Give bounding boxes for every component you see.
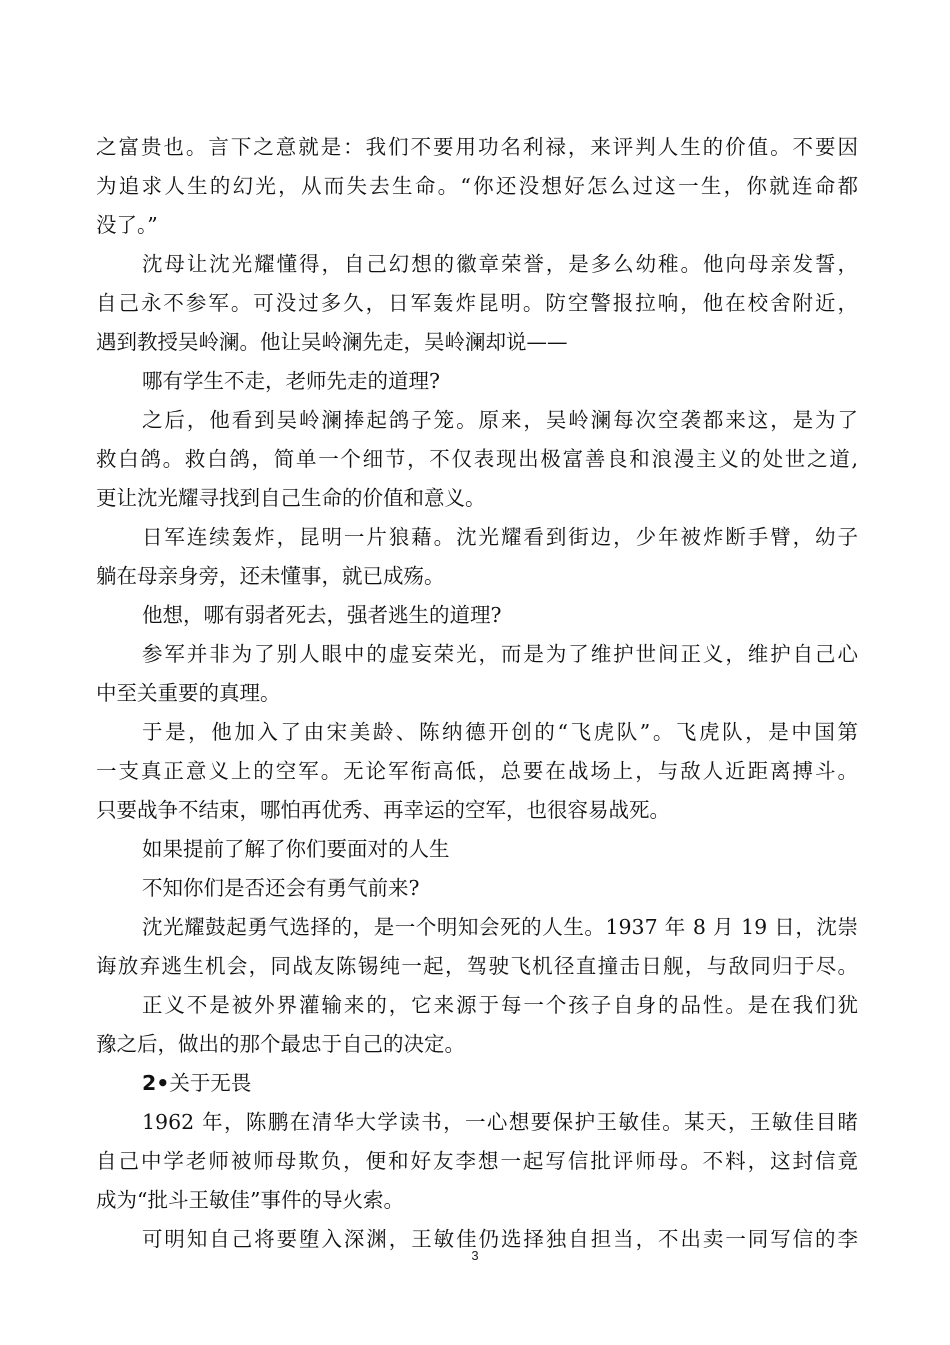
paragraph-line: 中至关重要的真理。 <box>96 681 281 705</box>
paragraph-line: 遇到教授吴岭澜。他让吴岭澜先走，吴岭澜却说—— <box>96 330 568 354</box>
paragraph-line: 只要战争不结束，哪怕再优秀、再幸运的空军，也很容易战死。 <box>96 798 670 822</box>
section-number: 2• <box>142 1071 170 1095</box>
paragraph-line: 一支真正意义上的空军。无论军衔高低，总要在战场上，与敌人近距离搏斗。 <box>96 759 858 783</box>
section-title: 关于无畏 <box>169 1071 252 1095</box>
paragraph-line: 更让沈光耀寻找到自己生命的价值和意义。 <box>96 486 486 510</box>
paragraph-line: 如果提前了解了你们要面对的人生 <box>142 837 450 861</box>
paragraph-line: 自己永不参军。可没过多久，日军轰炸昆明。防空警报拉响，他在校舍附近， <box>96 291 858 315</box>
paragraph-line: 他想，哪有弱者死去，强者逃生的道理? <box>142 603 502 627</box>
paragraph-line: 沈光耀鼓起勇气选择的，是一个明知会死的人生。1937 年 8 月 19 日，沈崇 <box>142 915 858 939</box>
paragraph-line: 没了。” <box>96 213 158 237</box>
paragraph-line: 正义不是被外界灌输来的，它来源于每一个孩子自身的品性。是在我们犹 <box>142 993 858 1017</box>
paragraph-line: 沈母让沈光耀懂得，自己幻想的徽章荣誉，是多么幼稚。他向母亲发誓， <box>142 252 858 276</box>
paragraph-line: 日军连续轰炸，昆明一片狼藉。沈光耀看到街边，少年被炸断手臂，幼子 <box>142 525 858 549</box>
paragraph-line: 于是，他加入了由宋美龄、陈纳德开创的“飞虎队”。飞虎队，是中国第 <box>142 720 858 744</box>
paragraph-line: 可明知自己将要堕入深渊，王敏佳仍选择独自担当，不出卖一同写信的李 <box>142 1227 858 1251</box>
paragraph-line: 躺在母亲身旁，还未懂事，就已成殇。 <box>96 564 445 588</box>
paragraph-line: 之后，他看到吴岭澜捧起鸽子笼。原来，吴岭澜每次空袭都来这，是为了 <box>142 408 858 432</box>
paragraph-line: 哪有学生不走，老师先走的道理? <box>142 369 440 393</box>
paragraph-line: 成为“批斗王敏佳”事件的导火索。 <box>96 1188 404 1212</box>
paragraph-line: 自己中学老师被师母欺负，便和好友李想一起写信批评师母。不料，这封信竟 <box>96 1149 858 1173</box>
paragraph-line: 豫之后，做出的那个最忠于自己的决定。 <box>96 1032 465 1056</box>
paragraph-line: 为追求人生的幻光，从而失去生命。“你还没想好怎么过这一生，你就连命都 <box>96 174 858 198</box>
page-number: 3 <box>471 1248 479 1263</box>
paragraph-line: 参军并非为了别人眼中的虚妄荣光，而是为了维护世间正义，维护自己心 <box>142 642 858 666</box>
paragraph-line: 救白鸽。救白鸽，简单一个细节，不仅表现出极富善良和浪漫主义的处世之道, <box>96 447 858 471</box>
paragraph-line: 之富贵也。言下之意就是：我们不要用功名利禄，来评判人生的价值。不要因 <box>96 135 858 159</box>
paragraph-line: 诲放弃逃生机会，同战友陈锡纯一起，驾驶飞机径直撞击日舰，与敌同归于尽。 <box>96 954 858 978</box>
paragraph-line: 不知你们是否还会有勇气前来? <box>142 876 420 900</box>
section-heading <box>142 1067 251 1099</box>
paragraph-line: 1962 年，陈鹏在清华大学读书，一心想要保护王敏佳。某天，王敏佳目睹 <box>142 1110 858 1134</box>
